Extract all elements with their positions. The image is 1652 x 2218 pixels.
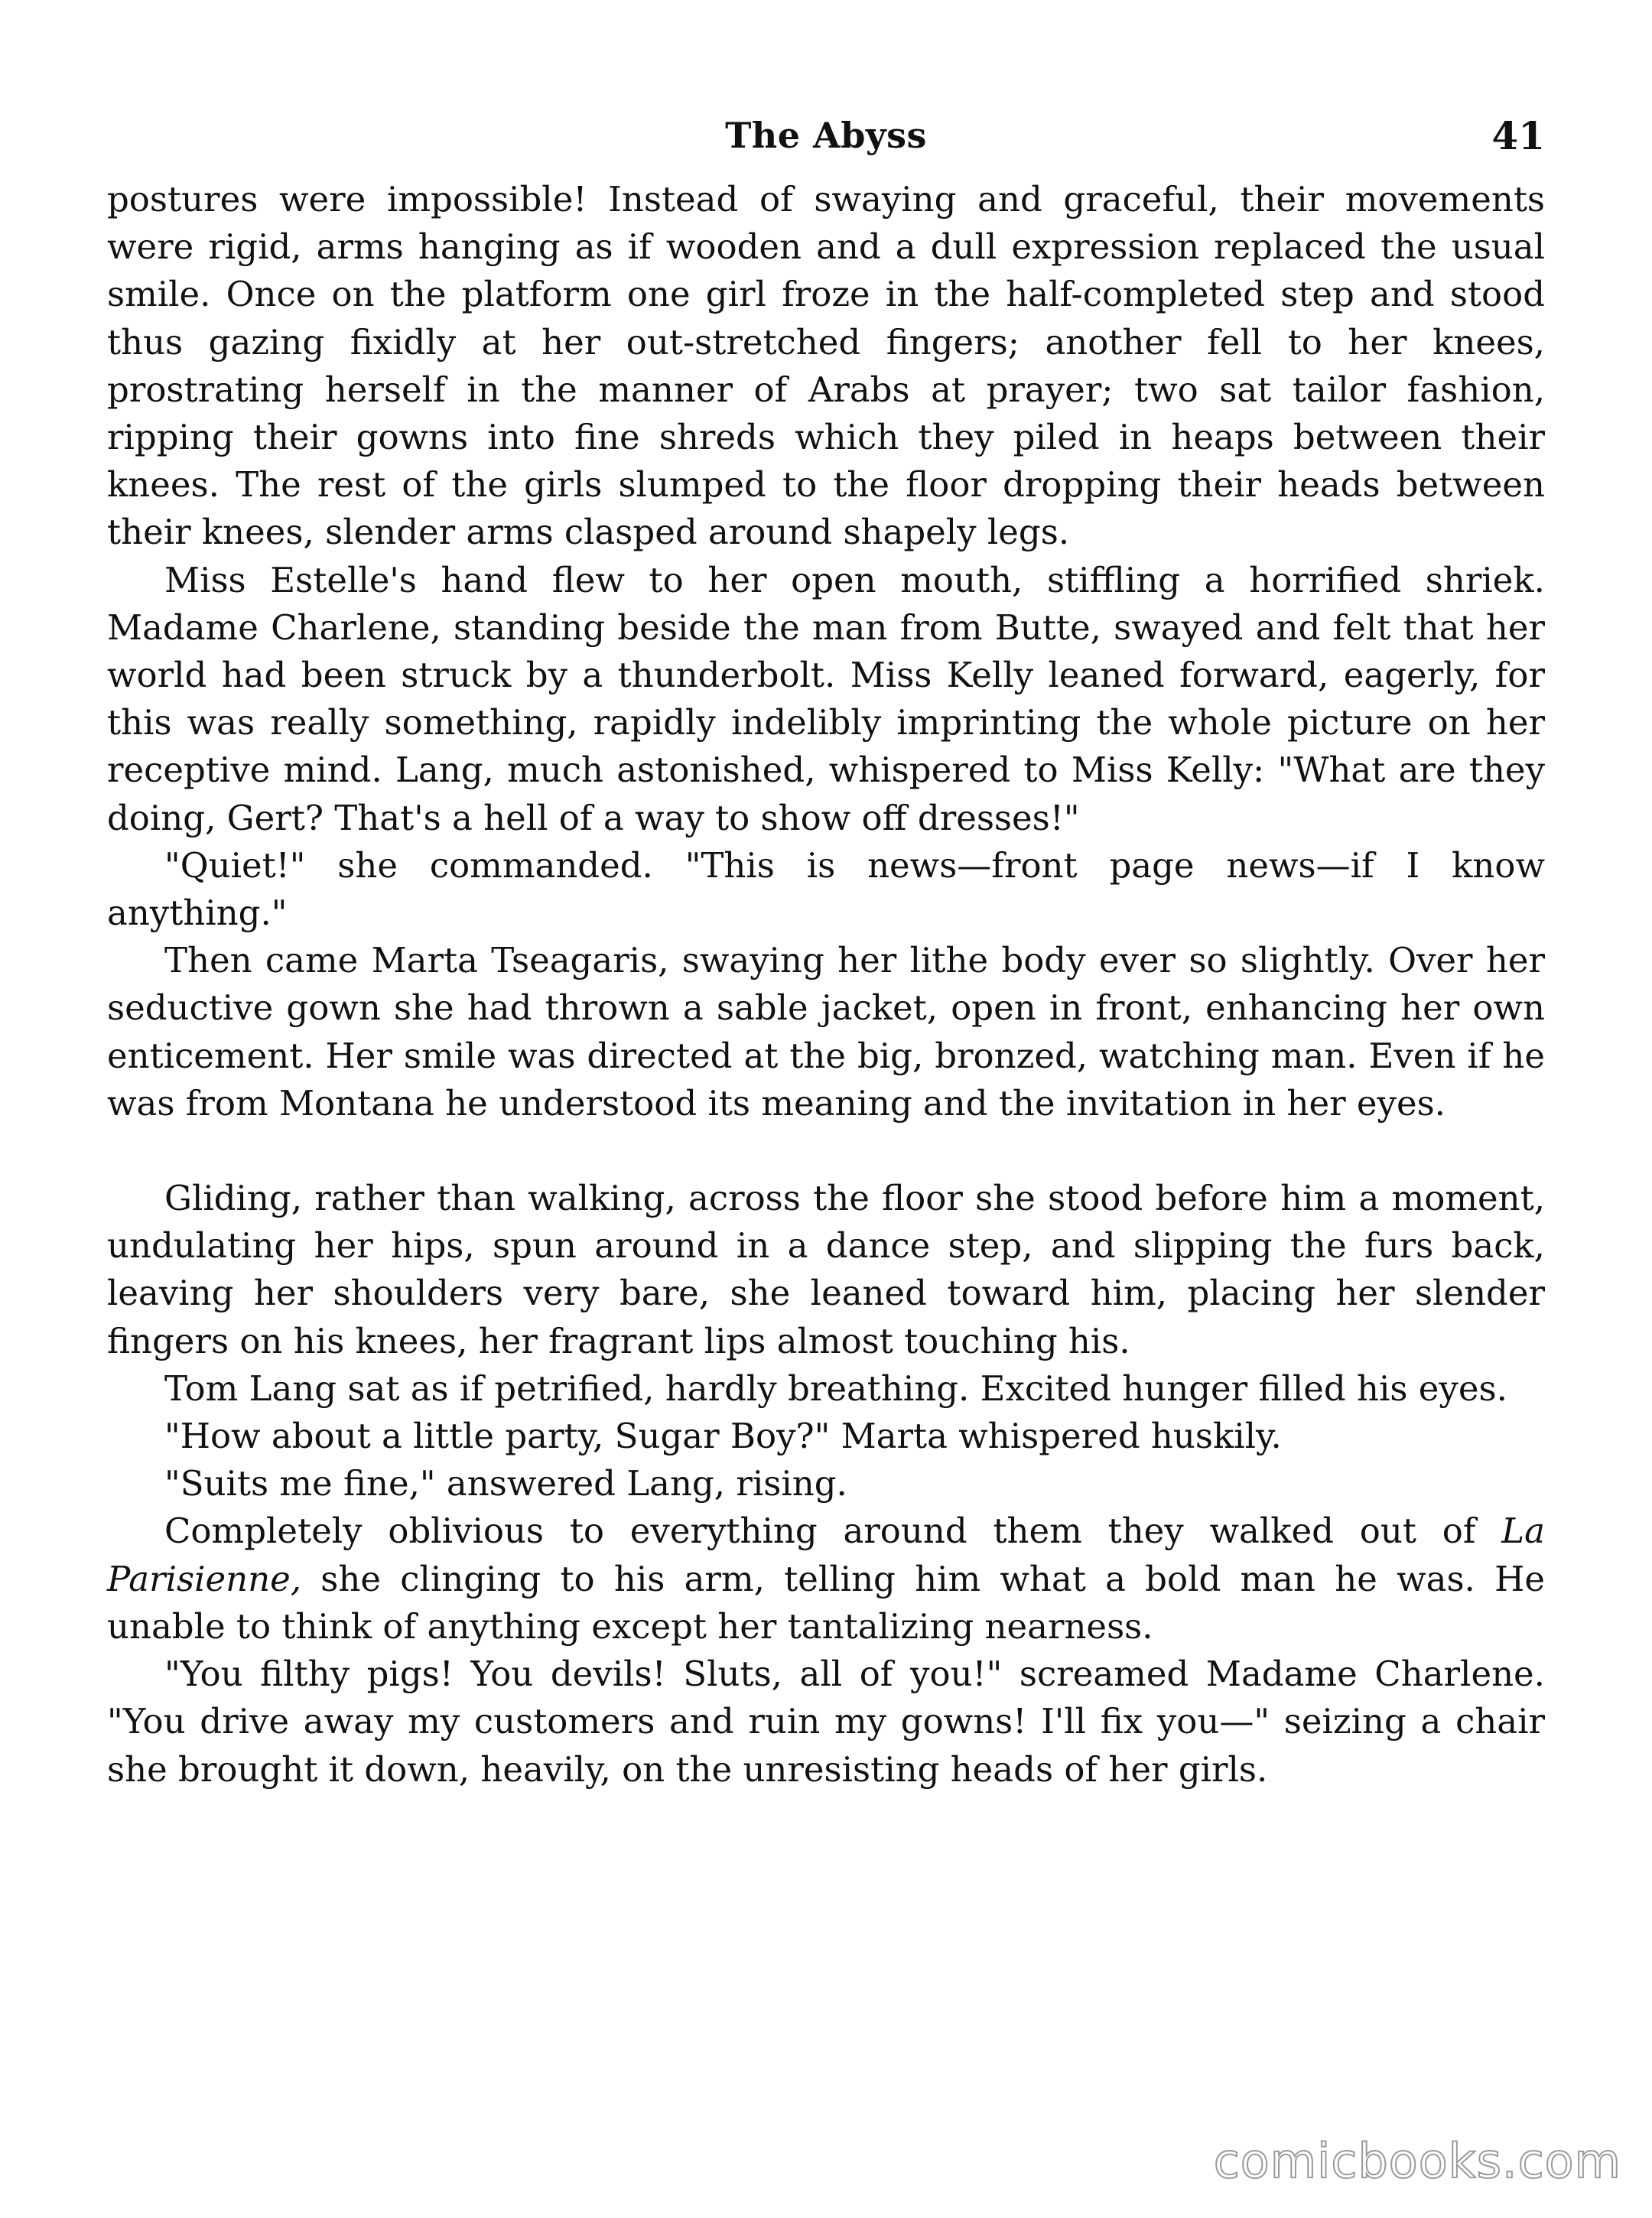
- body-text: [107, 176, 1545, 1794]
- paragraph: Tom Lang sat as if petrified, hardly breathing. Excited hunger filled his eyes.: [164, 1368, 1507, 1409]
- page-number: 41: [1491, 113, 1545, 158]
- paragraph: "You filthy pigs! You devils! Sluts, all of you!" screamed Madame Charlene. "You drive away my customers and ruin my gowns! I'll fix you—" seizing a chair she brought it down, heavily, on the unresisting heads of her girls.: [107, 1654, 1545, 1790]
- chapter-title: The Abyss: [725, 115, 927, 156]
- paragraph-continued: postures were impossible! Instead of swaying and graceful, their movements were rigid, arms hanging as if wooden and a dull expression replaced the usual smile. Once on the platform one girl froze in the half-completed step and stood thus gazing fixidly at her out-stretched fingers; another fell to her knees, prostrating herself in the manner of Arabs at prayer; two sat tailor fashion, ripping their gowns into fine shreds which they piled in heaps between their knees. The rest of the girls slumped to the floor dropping their heads between their knees, slender arms clasped around shapely legs.: [107, 179, 1545, 553]
- italic-title: La Parisienne,: [107, 1511, 1545, 1599]
- paragraph: "Quiet!" she commanded. "This is news—front page news—if I know anything.": [107, 844, 1545, 934]
- paragraph: "Suits me fine," answered Lang, rising.: [164, 1463, 847, 1504]
- text-run: she clinging to his arm, telling him what a bold man he was. He unable to think of anything except her tantalizing nearness.: [107, 1558, 1545, 1647]
- paragraph: Gliding, rather than walking, across the floor she stood before him a moment, undulating her hips, spun around in a dance step, and slipping the furs back, leaving her shoulders very bare, she leaned toward him, placing her slender fingers on his knees, her fragrant lips almost touching his.: [107, 1178, 1545, 1361]
- text-run: Completely oblivious to everything around them they walked out of: [164, 1511, 1502, 1552]
- running-header: [107, 115, 1545, 176]
- book-page: [107, 115, 1545, 2180]
- paragraph: Then came Marta Tseagaris, swaying her lithe body ever so slightly. Over her seductive gown she had thrown a sable jacket, open in front, enhancing her own enticement. Her smile was directed at the big, bronzed, watching man. Even if he was from Montana he understood its meaning and the invitation in her eyes.: [107, 940, 1545, 1124]
- watermark: comicbooks.com: [1213, 2133, 1621, 2189]
- paragraph: "How about a little party, Sugar Boy?" Marta whispered huskily.: [164, 1416, 1282, 1457]
- paragraph-with-italic: [107, 1507, 1545, 1650]
- paragraph: Miss Estelle's hand flew to her open mouth, stiffling a horrified shriek. Madame Charlene, standing beside the man from Butte, swayed and felt that her world had been struck by a thunderbolt. Miss Kelly leaned forward, eagerly, for this was really something, rapidly indelibly imprinting the whole picture on her receptive mind. Lang, much astonished, whispered to Miss Kelly: "What are they doing, Gert? That's a hell of a way to show off dresses!": [107, 559, 1545, 838]
